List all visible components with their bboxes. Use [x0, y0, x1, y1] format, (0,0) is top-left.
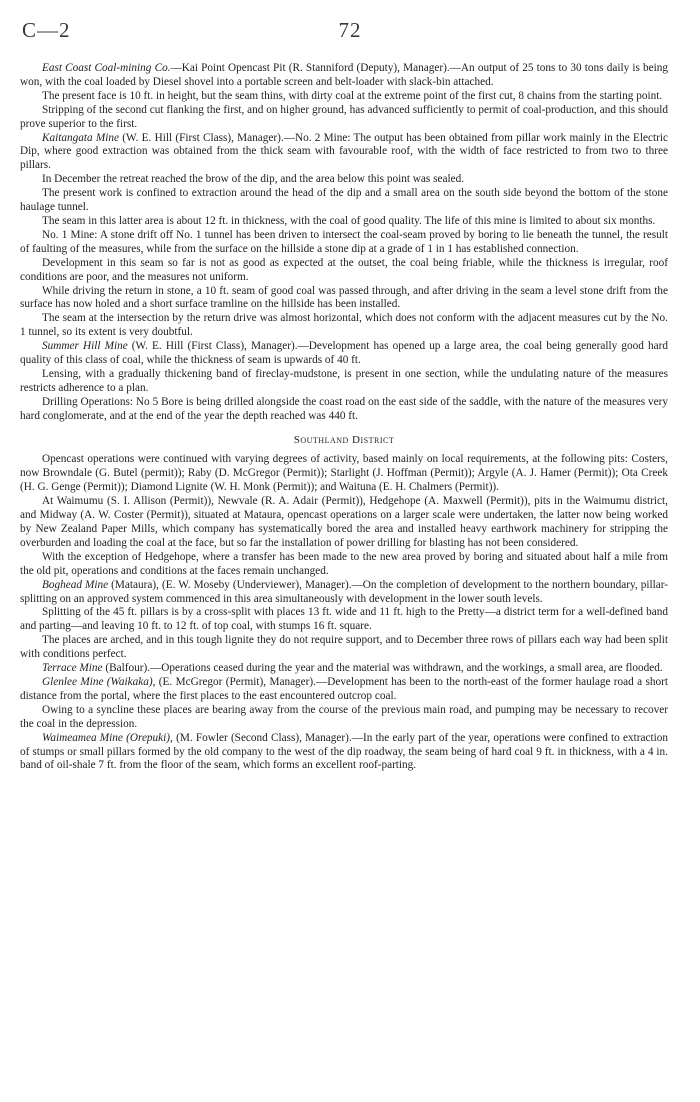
paragraph-text: (Balfour).—Operations ceased during the year and the material was withdrawn, and the workings, a small area, are flooded.: [102, 662, 663, 675]
paragraph-text: No. 1 Mine: A stone drift off No. 1 tunnel has been driven to intersect the coal-seam proved by boring to lie beneath the tunnel, the result of faulting of the measures, while from the surface on the hillside a stone dip at a grade of 1 in 1 has established connection.: [20, 228, 668, 255]
section-code: C—2: [22, 18, 71, 42]
paragraph-text: Owing to a syncline these places are bearing away from the course of the previous main road, and pumping may be necessary to recover the coal in the depression.: [20, 703, 668, 730]
paragraph-lead: Waimeamea Mine (Orepuki): [42, 731, 171, 744]
paragraph-text: Drilling Operations: No 5 Bore is being drilled alongside the coast road on the east side of the saddle, with the nature of the measures very hard conglomerate, and at the end of the year the depth reached was 440 ft.: [20, 395, 668, 422]
paragraph: [20, 132, 668, 174]
paragraph: [20, 340, 668, 368]
paragraph: [20, 704, 668, 732]
paragraph: [20, 104, 668, 132]
paragraph: [20, 187, 668, 215]
paragraph: [20, 368, 668, 396]
page-number: 72: [338, 18, 362, 42]
paragraph-text: The seam at the intersection by the return drive was almost horizontal, which does not conform with the adjacent measures cut by the No. 1 tunnel, so its extent is very doubtful.: [20, 312, 668, 339]
paragraph: [20, 453, 668, 495]
paragraph-text: Development in this seam so far is not as good as expected at the outset, the coal being friable, while the thickness is irregular, roof conditions are poor, and the measures not uniform.: [20, 256, 668, 283]
paragraph: [20, 676, 668, 704]
paragraph-lead: Kaitangata Mine: [42, 131, 119, 144]
paragraph: [20, 285, 668, 313]
paragraph-text: (W. E. Hill (First Class), Manager).—No. 2 Mine: The output has been obtained from pillar work mainly in the Electric Dip, where good extraction was obtained from the thick seam with favourable roof, with the width of face restricted to from two to three pillars.: [20, 131, 668, 172]
paragraph: [20, 312, 668, 340]
paragraph-text: At Waimumu (S. I. Allison (Permit)), Newvale (R. A. Adair (Permit)), Hedgehope (A. Maxwell (Permit)), pits in the Waimumu district, and Midway (A. W. Coster (Permit)), situated at Mataura, opencast operations on a larger scale were undertaken, the latter now being worked by New Zealand Paper Mills, which company has systematically bored the area and installed heavy earthwork machinery for stripping the overburden and loading the coal at the face, but so far the installation of power drilling for blasting has not been considered.: [20, 495, 668, 549]
paragraph-text: The seam in this latter area is about 12 ft. in thickness, with the coal of good quality. The life of this mine is limited to about six months.: [42, 214, 656, 227]
paragraph: [20, 495, 668, 551]
paragraphs-top: [20, 62, 668, 424]
paragraph-text: The places are arched, and in this tough lignite they do not require support, and to December three rows of pillars each way had been split with conditions perfect.: [20, 634, 668, 661]
paragraph-text: Opencast operations were continued with varying degrees of activity, based mainly on local requirements, at the following pits: Costers, now Browndale (G. Butel (permit)); Raby (D. McGregor (Permit)); Starlight (J. Hoffman (Permit)); Argyle (A. J. Hamer (Permit)); Ota Creek (H. G. Genge (Permit)); Diamond Lignite (W. H. Monk (Permit)); and Waituna (E. H. Chalmers (Permit)).: [20, 453, 668, 494]
paragraph: [20, 551, 668, 579]
paragraph-lead: Terrace Mine: [42, 662, 103, 675]
paragraph-text: While driving the return in stone, a 10 ft. seam of good coal was passed through, and after driving in the seam a level stone drift from the surface has now holed and a short surface tramline on the hillside has been installed.: [20, 284, 668, 311]
paragraph-text: (W. E. Hill (First Class), Manager).—Development has opened up a large area, the coal being generally good hard quality of this class of coal, while the thickness of seam is upwards of 40 ft.: [20, 340, 668, 367]
paragraph-text: , (E. McGregor (Permit), Manager).—Development has been to the north-east of the former haulage road a short distance from the portal, where the first places to the east encountered outcrop coal.: [20, 675, 668, 702]
paragraph-text: The present work is confined to extraction around the head of the dip and a small area on the south side beyond the bottom of the stone haulage tunnel.: [20, 187, 668, 214]
paragraph-text: With the exception of Hedgehope, where a transfer has been made to the new area proved by boring and situated about half a mile from the old pit, operations and conditions at the faces remain unchanged.: [20, 550, 668, 577]
paragraph-text: In December the retreat reached the brow of the dip, and the area below this point was sealed.: [42, 173, 465, 186]
paragraphs-bottom: [20, 453, 668, 773]
paragraph: [20, 579, 668, 607]
paragraph: [20, 732, 668, 774]
report-body: [20, 62, 668, 773]
paragraph-lead: Summer Hill Mine: [42, 340, 128, 353]
paragraph: [20, 229, 668, 257]
paragraph-text: Stripping of the second cut flanking the first, and on higher ground, has advanced sufficiently to permit of coal-production, and this should prove superior to the first.: [20, 103, 668, 130]
paragraph: [20, 215, 668, 229]
paragraph-text: Lensing, with a gradually thickening band of fireclay-mudstone, is present in one section, while the undulating nature of the measures restricts adherence to a plan.: [20, 367, 668, 394]
paragraph-lead: Glenlee Mine (Waikaka): [42, 675, 153, 688]
paragraph: [20, 662, 668, 676]
paragraph: [20, 634, 668, 662]
paragraph: [20, 396, 668, 424]
paragraph-text: Splitting of the 45 ft. pillars is by a cross-split with places 13 ft. wide and 11 ft. high to the Pretty—a district term for a well-defined band and parting—and leaving 10 ft. to 12 ft. of top coal, with stumps 16 ft. square.: [20, 606, 668, 633]
paragraph-lead: East Coast Coal-mining Co.: [42, 62, 171, 74]
paragraph-text: (Mataura), (E. W. Moseby (Underviewer), Manager).—On the completion of development to the northern boundary, pillar-splitting on an approved system commenced in this area simultaneously with development in the lower south levels.: [20, 578, 668, 605]
paragraph-text: —Kai Point Opencast Pit (R. Stanniford (Deputy), Manager).—An output of 25 tons to 30 tons daily is being won, with the coal loaded by Diesel shovel into a portable screen and belt-loader with slack-bin attached.: [20, 62, 668, 88]
paragraph-lead: Boghead Mine: [42, 578, 109, 591]
paragraph: [20, 62, 668, 90]
paragraph-text: The present face is 10 ft. in height, but the seam thins, with dirty coal at the extreme point of the first cut, 8 chains from the starting point.: [42, 89, 663, 102]
paragraph: [20, 606, 668, 634]
section-heading: Southland District: [293, 433, 395, 446]
paragraph-text: , (M. Fowler (Second Class), Manager).—In the early part of the year, operations were confined to extraction of stumps or small pillars formed by the old company to the west of the dip roadway, the seam being of hard coal 9 ft. in thickness, with a 4 in. band of oil-shale 7 ft. from the floor of the seam, which forms an excellent roof-parting.: [20, 731, 668, 772]
paragraph: [20, 173, 668, 187]
paragraph: [20, 90, 668, 104]
paragraph: [20, 257, 668, 285]
